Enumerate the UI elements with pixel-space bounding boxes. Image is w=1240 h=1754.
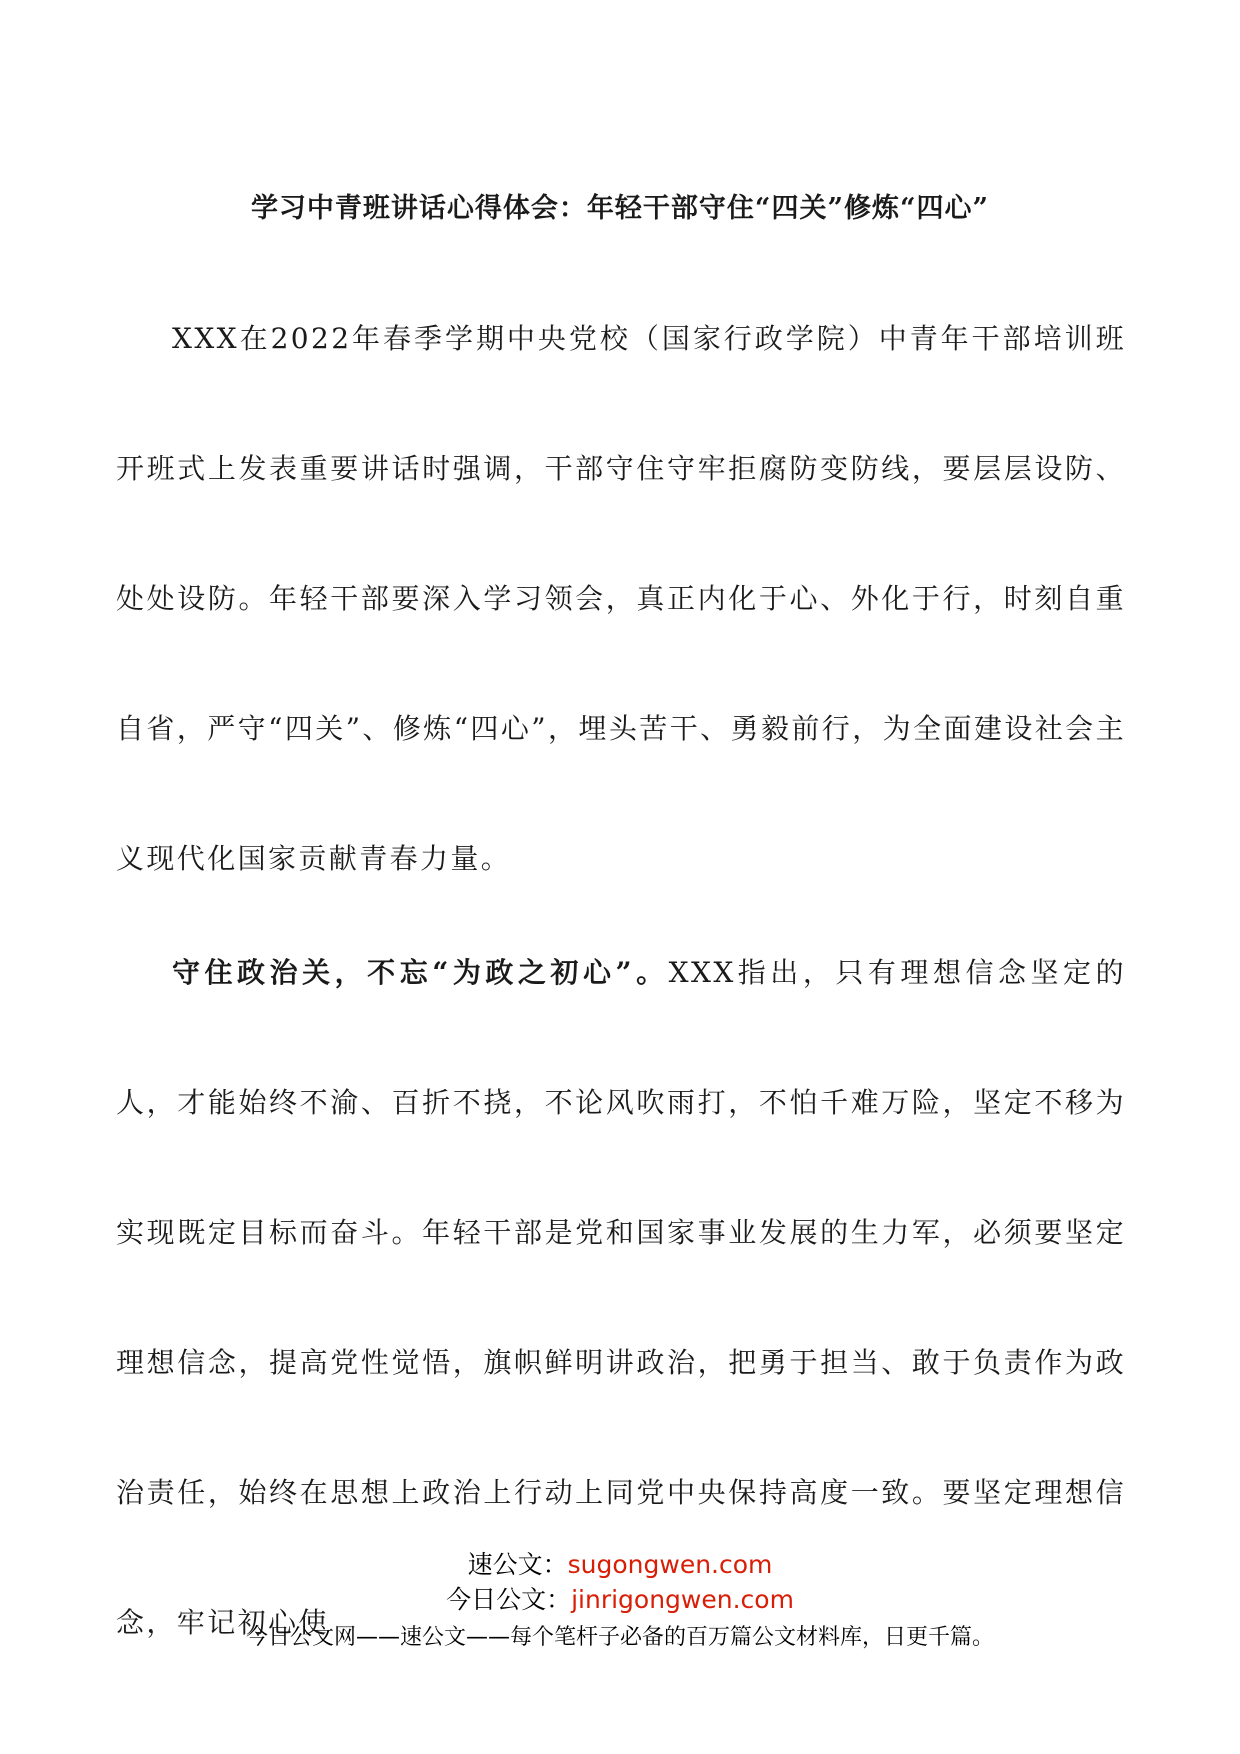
paragraph-text: XXX指出，只有理想信念坚定的人，才能始终不渝、百折不挠，不论风吹雨打，不怕千难万险，坚定不移为实现既定目标而奋斗。年轻干部是党和国家事业发展的生力军，必须要坚定理想信念，提高党性觉悟，旗帜鲜明讲政治，把勇于担当、敢于负责作为政治责任，始终在思想上政治上行动上同党中央保持高度一致。要坚定理想信念，牢记初心使 <box>116 956 1126 1639</box>
footer-sugongwen-line <box>0 1545 1240 1581</box>
paragraph-lead-heading: 守住政治关，不忘“为政之初心”。 <box>172 956 669 989</box>
footer-site-label: 今日公文： <box>446 1585 572 1614</box>
footer-site-label: 速公文： <box>467 1550 568 1579</box>
footer-site-link[interactable]: jinrigongwen.com <box>571 1585 794 1614</box>
document-title: 学习中青班讲话心得体会：年轻干部守住“四关”修炼“四心” <box>250 193 990 224</box>
footer-slogan: 今日公文网——速公文——每个笔杆子必备的百万篇公文材料库，日更千篇。 <box>245 1625 994 1650</box>
footer-jinrigongwen-line <box>0 1580 1240 1616</box>
paragraph-text: XXX在2022年春季学期中央党校（国家行政学院）中青年干部培训班开班式上发表重要讲话时强调，干部守住守牢拒腐防变防线，要层层设防、处处设防。年轻干部要深入学习领会，真正内化于心、外化于行，时刻自重自省，严守“四关”、修炼“四心”，埋头苦干、勇毅前行，为全面建设社会主义现代化国家贡献青春力量。 <box>116 322 1126 875</box>
footer-site-link[interactable]: sugongwen.com <box>567 1550 773 1579</box>
body-paragraph <box>116 274 1126 924</box>
